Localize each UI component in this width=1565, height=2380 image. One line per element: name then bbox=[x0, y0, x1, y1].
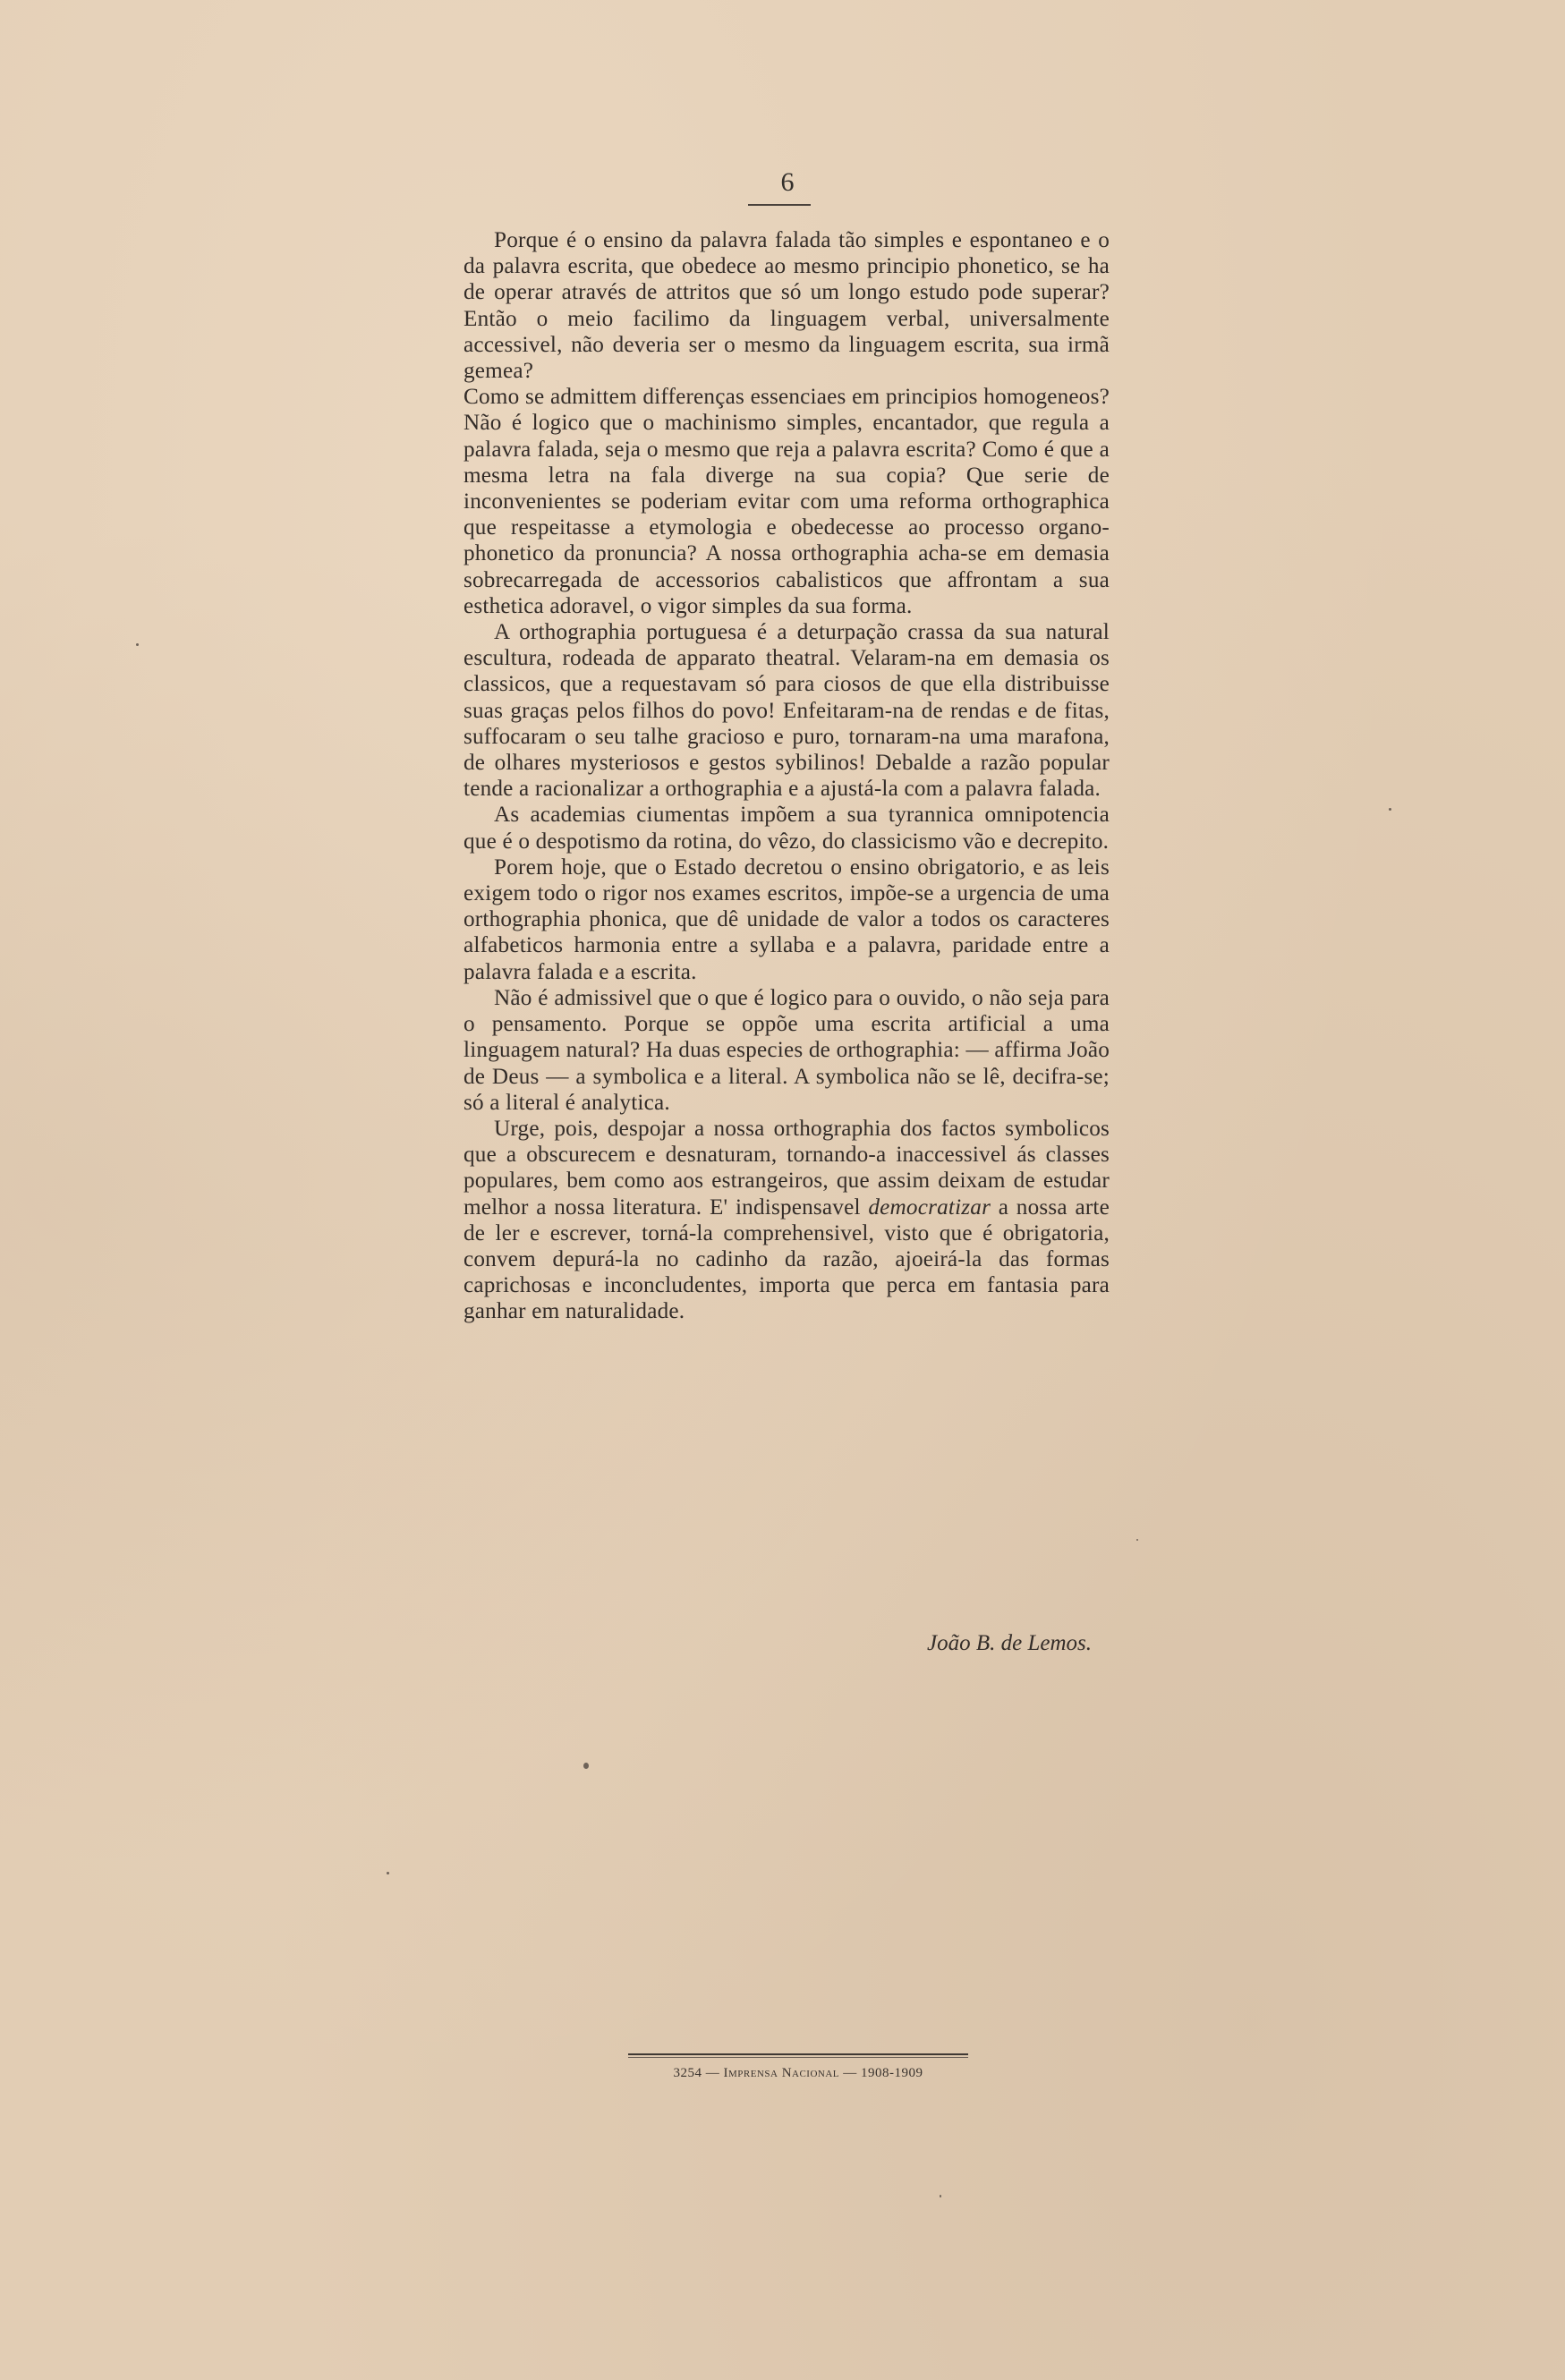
paper-speck bbox=[583, 1763, 589, 1769]
body-text bbox=[464, 224, 1110, 1325]
paragraph-1: Porque é o ensino da palavra falada tão simples e espontaneo e o da palavra escrita, que obedece ao mesmo principio phonetico, se ha de operar através de attritos que só um longo estudo pode superar? Então o meio facilimo da linguagem verbal, universalmente accessivel, não deveria ser o mesmo da linguagem escrita, sua irmã gemea? bbox=[464, 228, 1110, 384]
paragraph-6: Não é admissivel que o que é logico para o ouvido, o não seja para o pensamento. Porque se oppõe uma escrita artificial a uma linguagem natural? Ha duas especies de orthographia: — affirma João de Deus — a symbolica e a literal. A symbolica não se lê, decifra-se; só a literal é analytica. bbox=[464, 985, 1110, 1115]
paper-speck bbox=[387, 1872, 389, 1874]
italic-word-democratizar: democratizar bbox=[868, 1194, 991, 1220]
paper-speck bbox=[136, 643, 139, 646]
footer-rule-thin bbox=[628, 2057, 968, 2058]
paragraph-4: As academias ciumentas impõem a sua tyrannica omnipotencia que é o despotismo da rotina, do vêzo, do classicismo vão e decrepito. bbox=[464, 803, 1110, 854]
paper-speck bbox=[940, 2195, 941, 2197]
printer-imprint: 3254 — Imprensa Nacional — 1908-1909 bbox=[673, 2066, 923, 2080]
footer-rule bbox=[628, 2053, 968, 2055]
paragraph-3: A orthographia portuguesa é a deturpação crassa da sua natural escultura, rodeada de apparato theatral. Velaram-na em demasia os classicos, que a requestavam só para ciosos de que ella distribuisse suas graças pelos filhos do povo! Enfeitaram-na de rendas e de fitas, suffocaram o seu talhe gracioso e puro, tornaram-na uma marafona, de olhares mysteriosos e gestos sybilinos! Debalde a razão popular tende a racionalizar a orthographia e a ajustá-la com a palavra falada. bbox=[464, 620, 1110, 802]
paper-speck bbox=[1136, 1539, 1138, 1541]
paragraph-7 bbox=[464, 1116, 1110, 1325]
page-number: 6 bbox=[780, 167, 795, 197]
paper-speck bbox=[1389, 808, 1391, 811]
paragraph-7-part-2: a nossa arte de ler e escrever, torná-la comprehensivel, visto que é obrigatoria, convem depurá-la no cadinho da razão, ajoeirá-la das formas caprichosas e inconcludentes, importa que perca em fantasia para ganhar em naturalidade. bbox=[464, 1194, 1110, 1324]
paragraph-2: Como se admittem differenças essenciaes em principios homogeneos? Não é logico que o machinismo simples, encantador, que regula a palavra falada, seja o mesmo que reja a palavra escrita? Como é que a mesma letra na fala diverge na sua copia? Que serie de inconvenientes se poderiam evitar com uma reforma orthographica que respeitasse a etymologia e obedecesse ao processo organo-phonetico da pronuncia? A nossa orthographia acha-se em demasia sobrecarregada de accessorios cabalisticos que affrontam a sua esthetica adoravel, o vigor simples da sua forma. bbox=[464, 385, 1110, 618]
paragraph-7-part-1: Urge, pois, despojar a nossa orthographia dos factos symbolicos que a obscurecem e desnaturam, tornando-a inaccessivel ás classes populares, bem como aos estrangeiros, que assim deixam de estudar melhor a nossa literatura. E' indispensavel bbox=[464, 1116, 1110, 1220]
author-signature: João B. de Lemos. bbox=[927, 1631, 1092, 1655]
paragraph-5: Porem hoje, que o Estado decretou o ensino obrigatorio, e as leis exigem todo o rigor nos exames escritos, impõe-se a urgencia de uma orthographia phonica, que dê unidade de valor a todos os caracteres alfabeticos harmonia entre a syllaba e a palavra, paridade entre a palavra falada e a escrita. bbox=[464, 854, 1110, 984]
page-number-rule bbox=[748, 204, 811, 206]
